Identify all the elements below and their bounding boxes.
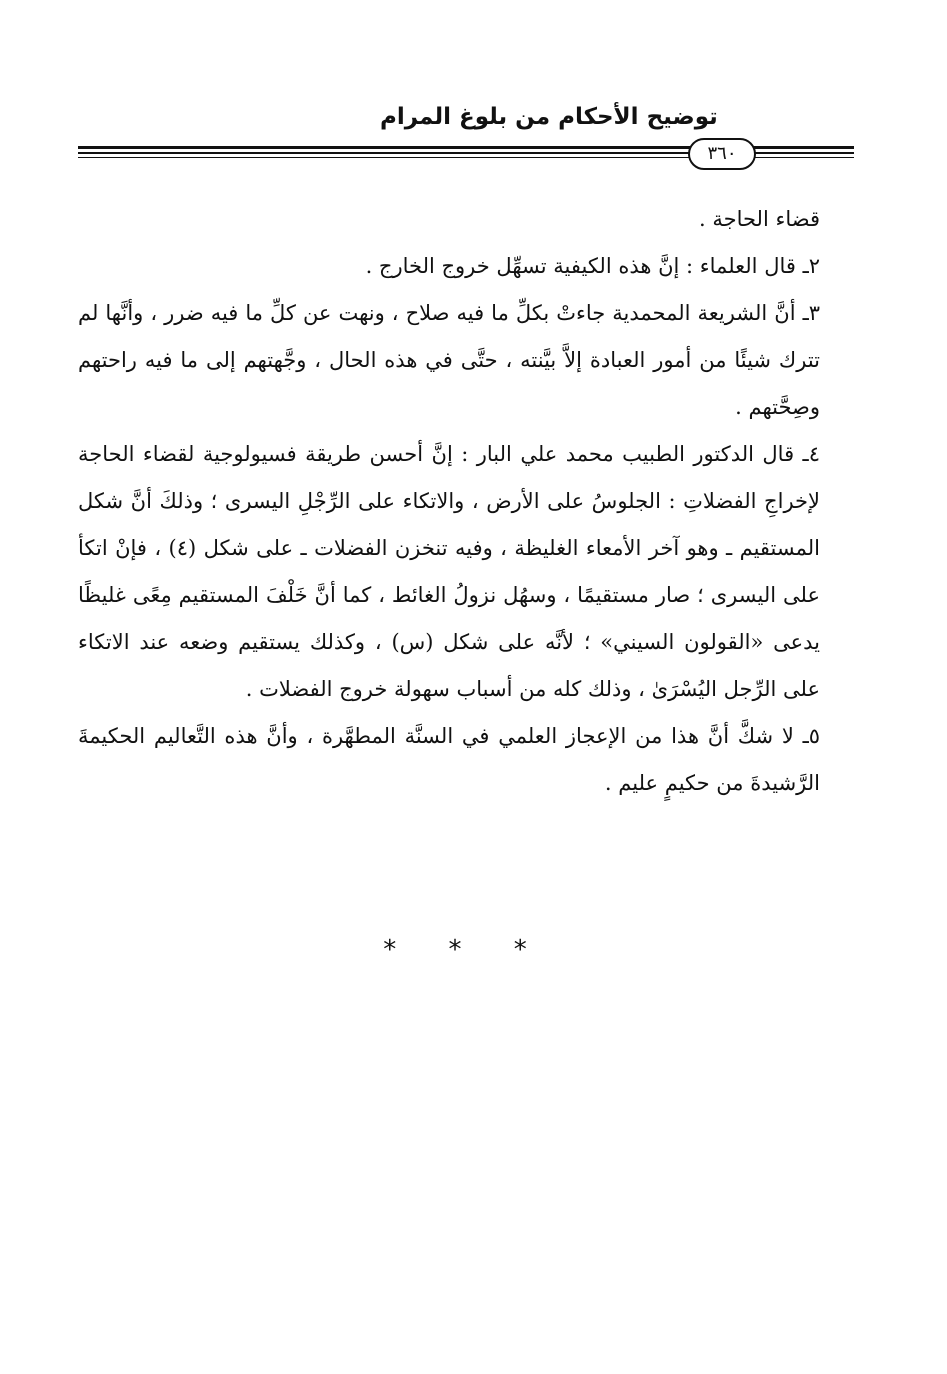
book-title: توضيح الأحكام من بلوغ المرام xyxy=(380,104,718,130)
item-number: ٣ـ xyxy=(795,301,821,325)
item-text: أنَّ الشريعة المحمدية جاءتْ بكلِّ ما فيه صلاح ، ونهت عن كلِّ ما فيه ضرر ، وأنَّها لم تترك شيئًا من أمور العبادة إلاَّ بيَّنته ، حتَّى في هذه الحال ، وجَّهتهم إلى ما فيه راحتهم وصِحَّتهم . xyxy=(78,301,820,419)
continued-text: قضاء الحاجة . xyxy=(699,207,820,231)
item-text: قال الدكتور الطبيب محمد علي البار : إنَّ أحسن طريقة فسيولوجية لقضاء الحاجة لإخراجِ الفضلاتِ : الجلوسُ على الأرض ، والاتكاء على الرِّجْلِ اليسرى ؛ وذلكَ أنَّ شكل المستقيم ـ وهو آخر الأمعاء الغليظة ، وفيه تنخزن الفضلات ـ على شكل (٤) ، فإنْ اتكأ على اليسرى ؛ صار مستقيمًا ، وسهُل نزولُ الغائط ، كما أنَّ خَلْفَ المستقيم مِعًى غليظًا يدعى «القولون السيني» ؛ لأنَّه على شكل (س) ، وكذلك يستقيم وضعه عند الاتكاء على الرِّجل اليُسْرَىٰ ، وذلك كله من أسباب سهولة خروج الفضلات . xyxy=(78,442,820,701)
item-number: ٤ـ xyxy=(794,442,820,466)
item-text: قال العلماء : إنَّ هذه الكيفية تسهِّل خروج الخارج . xyxy=(365,254,796,278)
item-text: لا شكَّ أنَّ هذا من الإعجاز العلمي في السنَّة المطهَّرة ، وأنَّ هذه التَّعاليم الحكيمةَ الرَّشيدةَ من حكيمٍ عليم . xyxy=(78,724,820,795)
list-item xyxy=(78,713,820,807)
numbered-list xyxy=(78,243,820,807)
item-number: ٢ـ xyxy=(795,254,820,278)
section-separator: * * * xyxy=(383,935,549,965)
list-item xyxy=(78,290,820,431)
list-item xyxy=(78,431,820,713)
page-body xyxy=(78,196,820,807)
item-number: ٥ـ xyxy=(793,724,820,748)
list-item xyxy=(78,243,820,290)
page-number: ٣٦٠ xyxy=(688,138,756,170)
